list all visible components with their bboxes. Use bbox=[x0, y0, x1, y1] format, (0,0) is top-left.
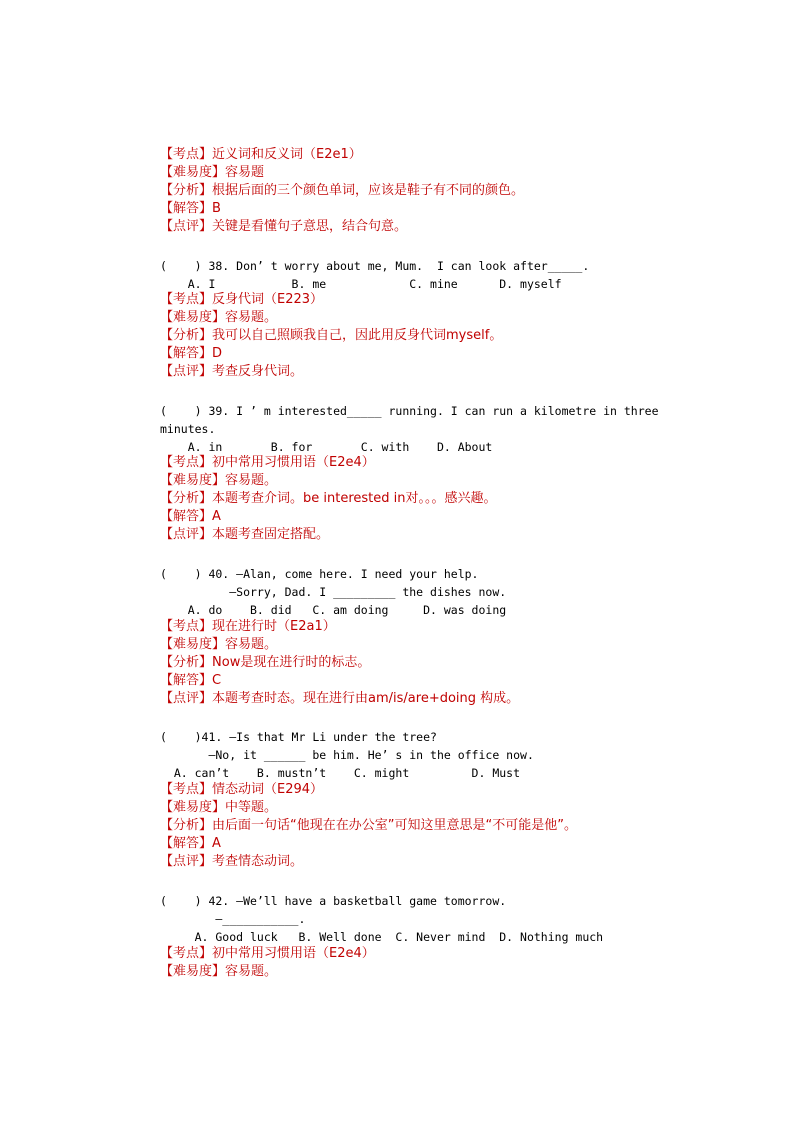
nanyidu-label: 【难易度】 bbox=[160, 800, 226, 815]
nanyidu-row bbox=[160, 962, 277, 980]
nanyidu-value: 容易题 bbox=[225, 165, 265, 180]
dianping-label: 【点评】 bbox=[160, 691, 213, 706]
nanyidu-label: 【难易度】 bbox=[160, 964, 226, 979]
question-40-options: A. do B. did C. am doing D. was doing bbox=[160, 603, 507, 617]
nanyidu-label: 【难易度】 bbox=[160, 310, 226, 325]
nanyidu-row bbox=[160, 635, 277, 653]
jieda-value: B bbox=[212, 201, 221, 216]
dianping-row bbox=[160, 689, 519, 707]
dianping-row bbox=[160, 525, 329, 543]
nanyidu-label: 【难易度】 bbox=[160, 637, 226, 652]
question-42-stem-cont: —___________. bbox=[160, 912, 306, 926]
jieda-label: 【解答】 bbox=[160, 673, 213, 688]
dianping-row bbox=[160, 852, 303, 870]
nanyidu-row bbox=[160, 471, 277, 489]
fenxi-label: 【分析】 bbox=[160, 183, 213, 198]
question-40-stem: ( ) 40. —Alan, come here. I need your help. bbox=[160, 567, 479, 581]
dianping-label: 【点评】 bbox=[160, 364, 213, 379]
dianping-value: 本题考查固定搭配。 bbox=[212, 527, 330, 542]
nanyidu-value: 容易题。 bbox=[225, 310, 278, 325]
question-41-stem: ( )41. —Is that Mr Li under the tree? bbox=[160, 730, 437, 744]
kaodian-value: 初中常用习惯用语（E2e4） bbox=[212, 946, 375, 961]
fenxi-value: 由后面一句话“他现在在办公室”可知这里意思是“不可能是他”。 bbox=[212, 818, 577, 833]
kaodian-value: 初中常用习惯用语（E2e4） bbox=[212, 455, 375, 470]
question-41-stem-cont: —No, it ______ be him. He’ s in the office now. bbox=[160, 748, 534, 762]
jieda-value: C bbox=[212, 673, 222, 688]
dianping-value: 本题考查时态。现在进行由am/is/are+doing 构成。 bbox=[212, 691, 520, 706]
jieda-label: 【解答】 bbox=[160, 836, 213, 851]
kaodian-label: 【考点】 bbox=[160, 292, 213, 307]
dianping-value: 考查反身代词。 bbox=[212, 364, 304, 379]
fenxi-row bbox=[160, 653, 370, 671]
fenxi-row bbox=[160, 489, 497, 507]
dianping-label: 【点评】 bbox=[160, 219, 213, 234]
nanyidu-value: 容易题。 bbox=[225, 473, 278, 488]
question-38-options: A. I B. me C. mine D. myself bbox=[160, 277, 562, 291]
fenxi-label: 【分析】 bbox=[160, 491, 213, 506]
nanyidu-label: 【难易度】 bbox=[160, 165, 226, 180]
question-42-options: A. Good luck B. Well done C. Never mind D. Nothing much bbox=[160, 930, 604, 944]
question-39-options: A. in B. for C. with D. About bbox=[160, 440, 493, 454]
fenxi-label: 【分析】 bbox=[160, 655, 213, 670]
kaodian-row bbox=[160, 453, 375, 471]
kaodian-label: 【考点】 bbox=[160, 782, 213, 797]
kaodian-value: 近义词和反义词（E2e1） bbox=[212, 147, 362, 162]
kaodian-row bbox=[160, 944, 375, 962]
question-39-stem-cont: minutes. bbox=[160, 422, 216, 436]
dianping-row bbox=[160, 362, 303, 380]
dianping-value: 考查情态动词。 bbox=[212, 854, 304, 869]
kaodian-row bbox=[160, 145, 362, 163]
jieda-row bbox=[160, 199, 221, 217]
jieda-row bbox=[160, 671, 221, 689]
fenxi-row bbox=[160, 816, 577, 834]
question-42-stem: ( ) 42. —We’ll have a basketball game tomorrow. bbox=[160, 894, 507, 908]
fenxi-label: 【分析】 bbox=[160, 818, 213, 833]
fenxi-label: 【分析】 bbox=[160, 328, 213, 343]
jieda-row bbox=[160, 834, 221, 852]
jieda-row bbox=[160, 507, 221, 525]
kaodian-label: 【考点】 bbox=[160, 619, 213, 634]
jieda-value: D bbox=[212, 346, 223, 361]
jieda-row bbox=[160, 344, 222, 362]
fenxi-row bbox=[160, 326, 502, 344]
jieda-value: A bbox=[212, 509, 221, 524]
dianping-value: 关键是看懂句子意思，结合句意。 bbox=[212, 219, 408, 234]
kaodian-label: 【考点】 bbox=[160, 147, 213, 162]
kaodian-row bbox=[160, 617, 336, 635]
question-39-stem: ( ) 39. I ’ m interested_____ running. I can run a kilometre in three bbox=[160, 404, 659, 418]
jieda-value: A bbox=[212, 836, 221, 851]
fenxi-value: 本题考查介词。be interested in对。。。感兴趣。 bbox=[212, 491, 497, 506]
nanyidu-value: 容易题。 bbox=[225, 637, 278, 652]
jieda-label: 【解答】 bbox=[160, 201, 213, 216]
kaodian-value: 反身代词（E223） bbox=[212, 292, 324, 307]
fenxi-value: 我可以自己照顾我自己，因此用反身代词myself。 bbox=[212, 328, 503, 343]
kaodian-value: 情态动词（E294） bbox=[212, 782, 324, 797]
kaodian-label: 【考点】 bbox=[160, 455, 213, 470]
nanyidu-row bbox=[160, 798, 277, 816]
kaodian-value: 现在进行时（E2a1） bbox=[212, 619, 336, 634]
nanyidu-label: 【难易度】 bbox=[160, 473, 226, 488]
fenxi-value: 根据后面的三个颜色单词，应该是鞋子有不同的颜色。 bbox=[212, 183, 525, 198]
jieda-label: 【解答】 bbox=[160, 346, 213, 361]
question-38-stem: ( ) 38. Don’ t worry about me, Mum. I can look after_____. bbox=[160, 259, 590, 273]
question-40-stem-cont: —Sorry, Dad. I _________ the dishes now. bbox=[160, 585, 507, 599]
fenxi-value: Now是现在进行时的标志。 bbox=[212, 655, 371, 670]
dianping-row bbox=[160, 217, 407, 235]
jieda-label: 【解答】 bbox=[160, 509, 213, 524]
question-41-options: A. can’t B. mustn’t C. might D. Must bbox=[160, 766, 521, 780]
kaodian-label: 【考点】 bbox=[160, 946, 213, 961]
dianping-label: 【点评】 bbox=[160, 854, 213, 869]
kaodian-row bbox=[160, 290, 323, 308]
kaodian-row bbox=[160, 780, 323, 798]
nanyidu-row bbox=[160, 308, 277, 326]
nanyidu-value: 中等题。 bbox=[225, 800, 278, 815]
fenxi-row bbox=[160, 181, 524, 199]
dianping-label: 【点评】 bbox=[160, 527, 213, 542]
nanyidu-value: 容易题。 bbox=[225, 964, 278, 979]
nanyidu-row bbox=[160, 163, 264, 181]
